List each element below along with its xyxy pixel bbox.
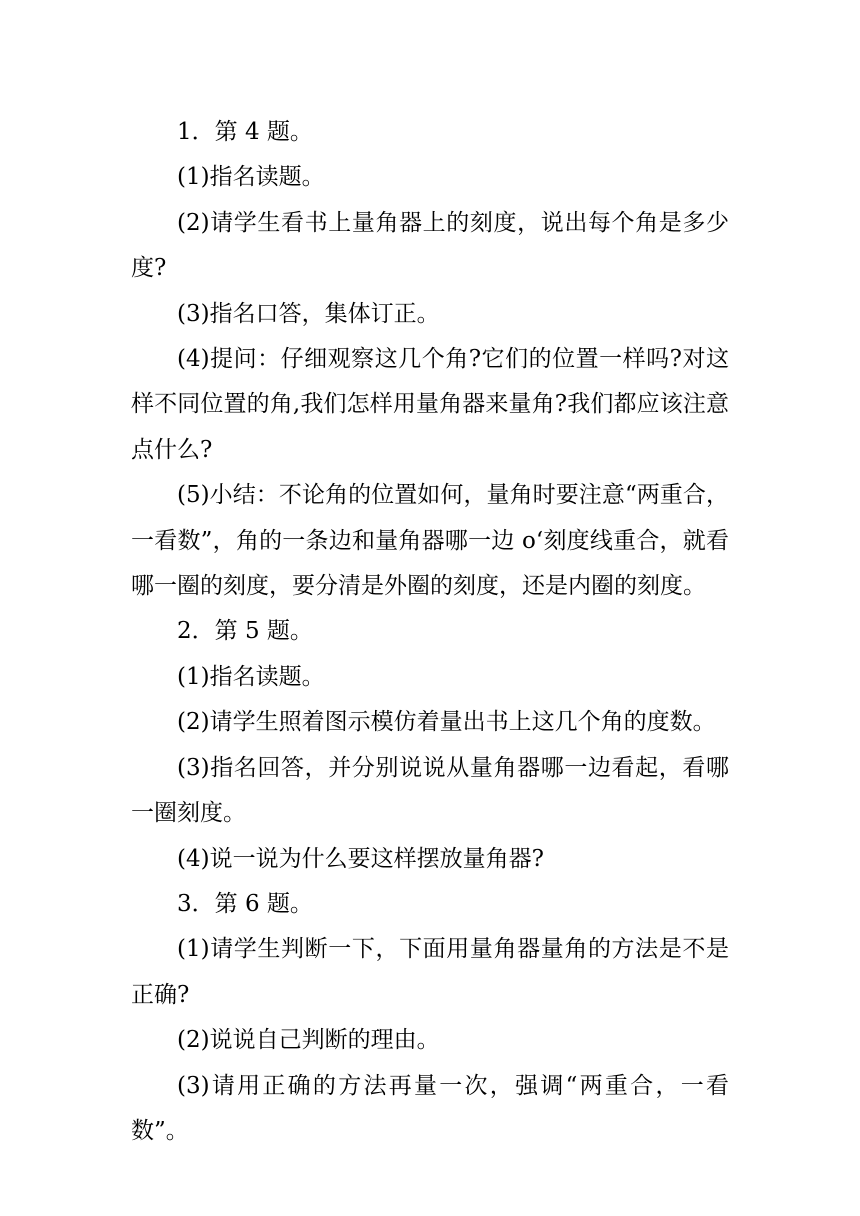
heading-item-2: 2．第 5 题。 [177,618,313,645]
paragraph: (4)说一说为什么要这样摆放量角器? [177,845,544,872]
paragraph: (2)请学生看书上量角器上的刻度，说出每个角是多少度? [131,209,729,282]
paragraph: (1)指名读题。 [177,164,325,191]
heading-item-1: 1．第 4 题。 [177,119,313,145]
paragraph: (1)指名读题。 [177,663,325,690]
paragraph: (3)请用正确的方法再量一次，强调“两重合，一看数”。 [131,1072,729,1144]
paragraph: (5)小结：不论角的位置如何，量角时要注意“两重合，一看数”，角的一条边和量角器哪一边 o‘刻度线重合，就看哪一圈的刻度，要分清是外圈的刻度，还是内圈的刻度。 [131,482,729,600]
heading-item-3: 3．第 6 题。 [177,890,313,917]
paragraph: (2)说说自己判断的理由。 [177,1027,440,1054]
paragraph: (3)指名口答，集体订正。 [177,300,440,327]
paragraph: (3)指名回答，并分别说说从量角器哪一边看起，看哪一圈刻度。 [131,754,729,827]
paragraph: (1)请学生判断一下，下面用量角器量角的方法是不是正确? [131,936,729,1008]
paragraph: (4)提问：仔细观察这几个角?它们的位置一样吗?对这样不同位置的角,我们怎样用量角器来量角?我们都应该注意点什么? [131,346,729,463]
paragraph: (2)请学生照着图示模仿着量出书上这几个角的度数。 [177,709,716,736]
document-body [131,110,729,1154]
